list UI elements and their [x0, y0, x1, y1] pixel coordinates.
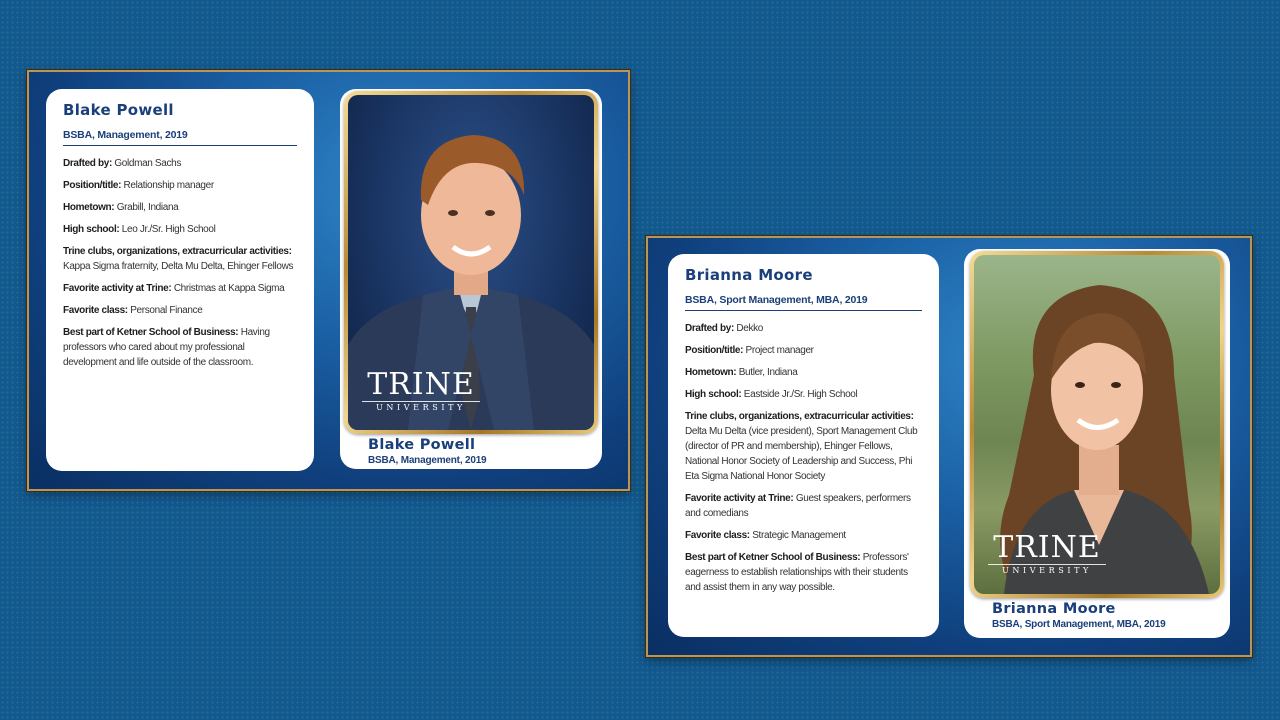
info-panel — [668, 254, 939, 637]
field-activities: Trine clubs, organizations, extracurricular activities: Kappa Sigma fraternity, Delta Mu Delta, Ehinger Fellows — [63, 246, 294, 272]
caption-name: Blake Powell — [368, 437, 476, 453]
photo-frame — [970, 251, 1224, 598]
portrait-photo — [348, 95, 594, 430]
profile-name: Blake Powell — [63, 101, 174, 119]
profile-degree: BSBA, Sport Management, MBA, 2019 — [685, 294, 922, 311]
profile-fields — [685, 321, 922, 595]
field-high-school: High school: Leo Jr./Sr. High School — [63, 224, 216, 235]
field-hometown: Hometown: Butler, Indiana — [685, 367, 798, 378]
field-favorite-activity: Favorite activity at Trine: Guest speakers, performers and comedians — [685, 493, 911, 519]
field-high-school: High school: Eastside Jr./Sr. High School — [685, 389, 858, 400]
field-favorite-class: Favorite class: Personal Finance — [63, 305, 203, 316]
caption-degree: BSBA, Management, 2019 — [368, 455, 487, 466]
portrait-photo — [974, 255, 1220, 594]
field-position-title: Position/title: Relationship manager — [63, 180, 214, 191]
profile-fields — [63, 156, 297, 370]
profile-name: Brianna Moore — [685, 266, 813, 284]
photo-panel — [340, 89, 602, 469]
trine-university-logo: TRINE UNIVERSITY — [362, 370, 480, 413]
profile-card-blake-powell — [27, 70, 630, 491]
profile-card-brianna-moore — [646, 236, 1252, 657]
field-drafted-by: Drafted by: Dekko — [685, 323, 763, 334]
photo-frame — [344, 91, 598, 434]
field-best-part: Best part of Ketner School of Business: Professors' eagerness to establish relationships with their students and assist them in any way possible. — [685, 552, 909, 593]
field-hometown: Hometown: Grabill, Indiana — [63, 202, 179, 213]
photo-caption — [340, 437, 602, 466]
caption-degree: BSBA, Sport Management, MBA, 2019 — [992, 619, 1166, 630]
field-favorite-class: Favorite class: Strategic Management — [685, 530, 846, 541]
photo-caption — [964, 601, 1230, 630]
caption-name: Brianna Moore — [992, 601, 1116, 617]
field-best-part: Best part of Ketner School of Business: Having professors who cared about my professional development and life outside of the classroom. — [63, 327, 270, 368]
trine-university-logo: TRINE UNIVERSITY — [988, 533, 1106, 576]
field-drafted-by: Drafted by: Goldman Sachs — [63, 158, 181, 169]
info-panel — [46, 89, 314, 471]
field-favorite-activity: Favorite activity at Trine: Christmas at Kappa Sigma — [63, 283, 285, 294]
profile-degree: BSBA, Management, 2019 — [63, 129, 297, 146]
field-activities: Trine clubs, organizations, extracurricular activities: Delta Mu Delta (vice president), Sport Management Club (director of PR and membership), Ehinger Fellows, National Honor Society of Leadership and Success, Phi Eta Sigma National Honor Society — [685, 411, 918, 482]
field-position-title: Position/title: Project manager — [685, 345, 814, 356]
photo-panel — [964, 249, 1230, 638]
